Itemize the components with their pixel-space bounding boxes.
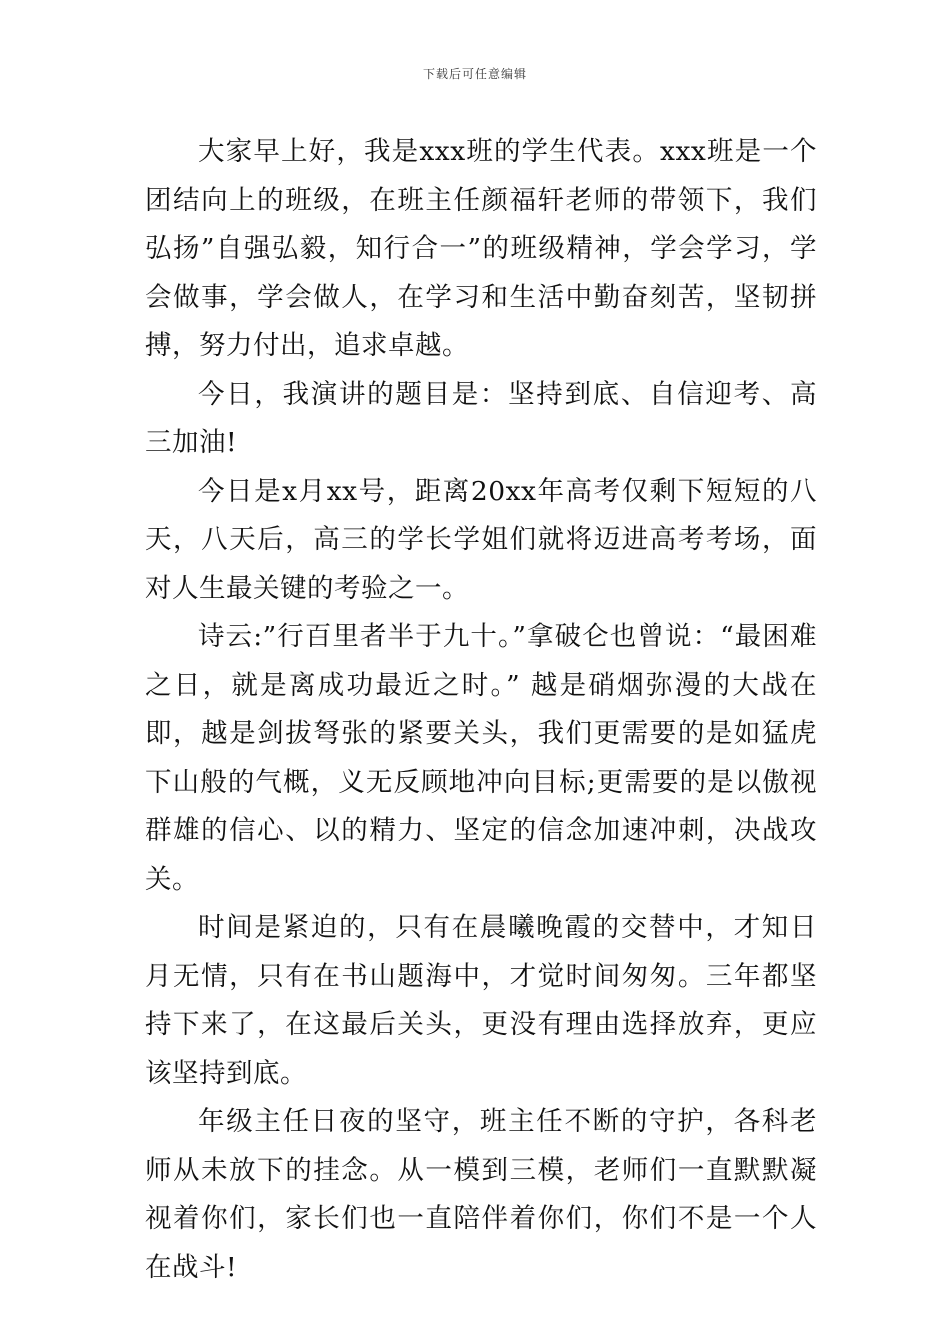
paragraph: 今日，我演讲的题目是：坚持到底、自信迎考、高三加油!	[145, 378, 817, 458]
paragraph: 诗云:”行百里者半于九十。”拿破仑也曾说：“最困难之日，就是离成功最近之时。” 越是硝烟弥漫的大战在即，越是剑拔弩张的紧要关头，我们更需要的是如猛虎下山般的气概，义无反顾地冲向目标;更需要的是以傲视群雄的信心、以的精力、坚定的信念加速冲刺，决战攻关。	[145, 621, 817, 895]
document-body	[145, 128, 817, 1292]
paragraph: 年级主任日夜的坚守，班主任不断的守护，各科老师从未放下的挂念。从一模到三模，老师们一直默默凝视着你们，家长们也一直陪伴着你们，你们不是一个人在战斗!	[145, 1106, 817, 1283]
paragraph: 今日是x月xx号，距离20xx年高考仅剩下短短的八天，八天后，高三的学长学姐们就将迈进高考考场，面对人生最关键的考验之一。	[145, 475, 817, 604]
paragraph: 大家早上好，我是xxx班的学生代表。xxx班是一个团结向上的班级，在班主任颜福轩老师的带领下，我们弘扬”自强弘毅，知行合一”的班级精神，学会学习，学会做事，学会做人，在学习和生活中勤奋刻苦，坚韧拼搏，努力付出，追求卓越。	[145, 136, 817, 361]
paragraph: 时间是紧迫的，只有在晨曦晚霞的交替中，才知日月无情，只有在书山题海中，才觉时间匆匆。三年都坚持下来了，在这最后关头，更没有理由选择放弃，更应该坚持到底。	[145, 912, 817, 1089]
header-note: 下载后可任意编辑	[422, 67, 527, 81]
